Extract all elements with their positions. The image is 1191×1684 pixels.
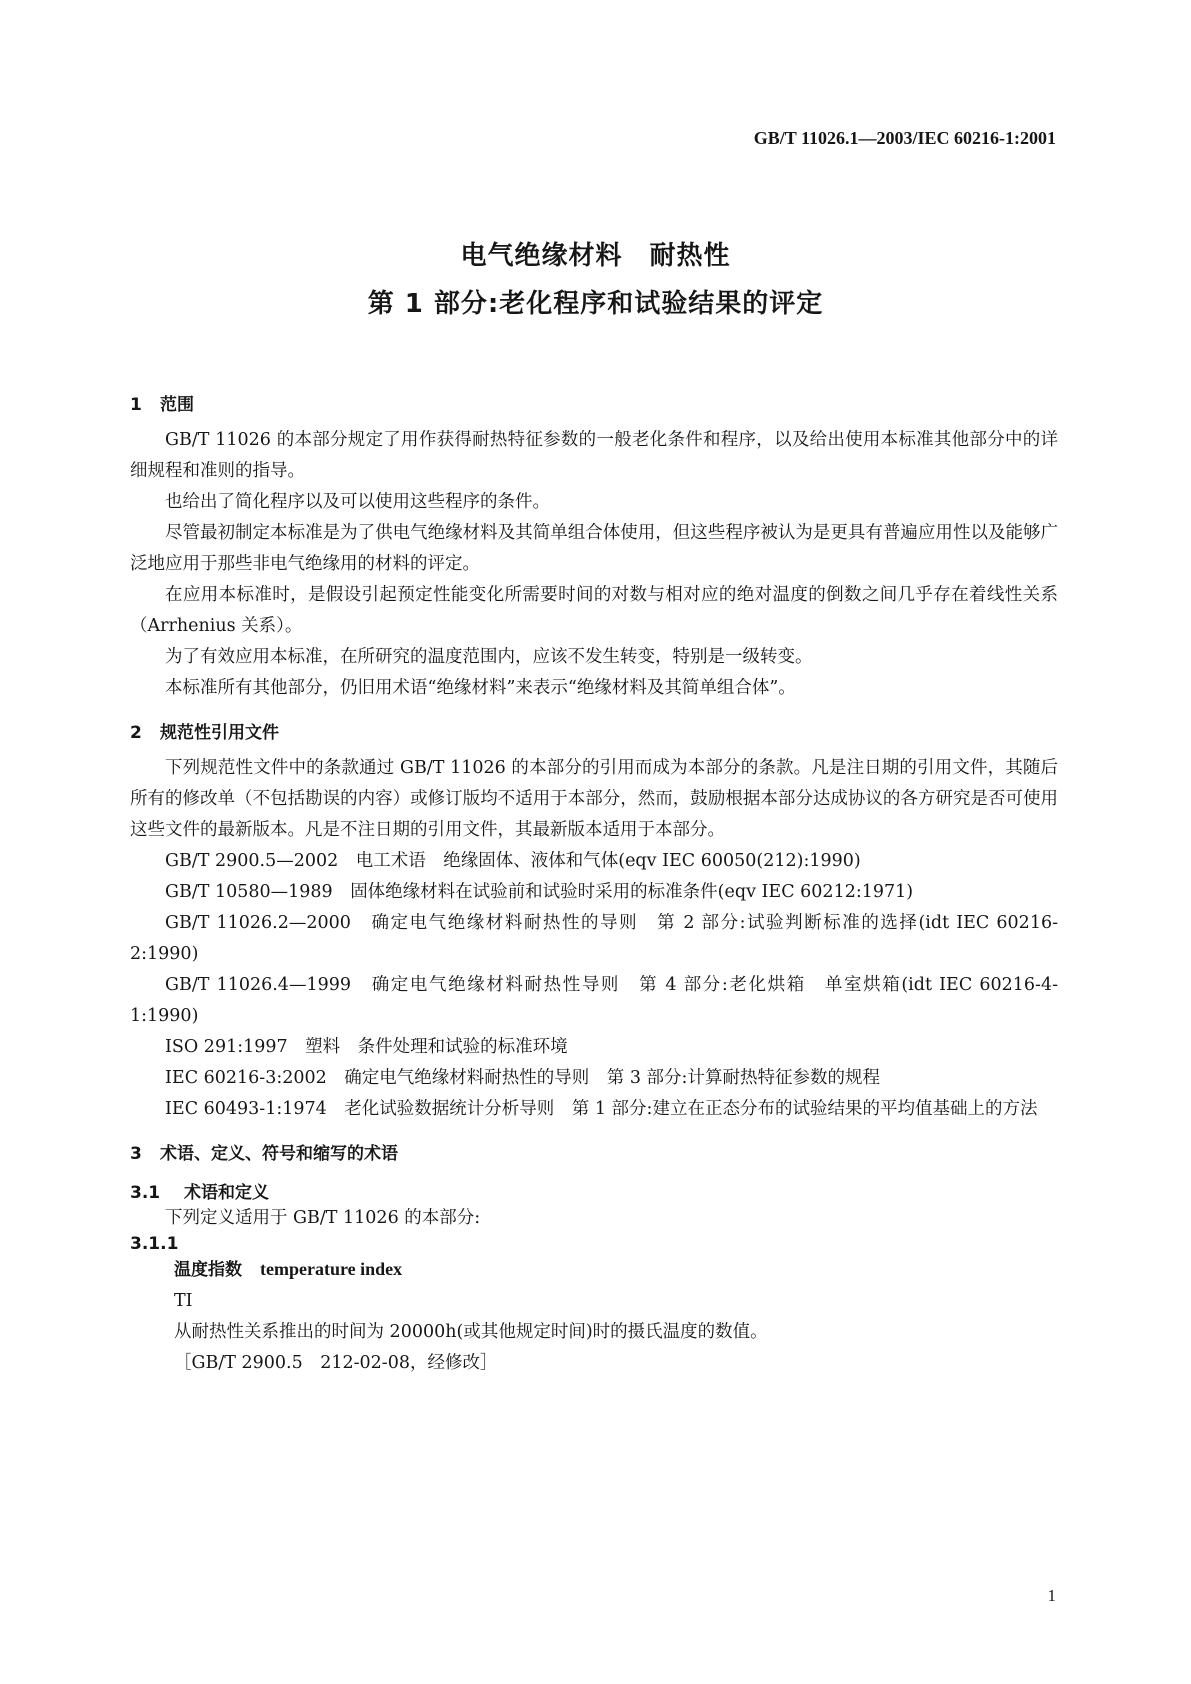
reference-code: ISO 291:1997 — [165, 1037, 288, 1057]
reference-text: 老化试验数据统计分析导则 第 1 部分:建立在正态分布的试验结果的平均值基础上的方法 — [344, 1099, 1038, 1119]
section-2-heading — [130, 718, 1058, 743]
section-title: 术语、定义、符号和缩写的术语 — [160, 1144, 398, 1164]
term-name-zh: 温度指数 — [174, 1260, 242, 1280]
scope-paragraph-5: 为了有效应用本标准，在所研究的温度范围内，应该不发生转变，特别是一级转变。 — [165, 647, 813, 667]
definitions-intro: 下列定义适用于 GB/T 11026 的本部分: — [165, 1208, 481, 1228]
reference-item — [130, 908, 1058, 970]
subsection-3-1-heading — [130, 1178, 1058, 1203]
reference-item — [130, 846, 1058, 877]
reference-code: GB/T 2900.5—2002 — [165, 851, 339, 871]
reference-text: 塑料 条件处理和试验的标准环境 — [305, 1037, 568, 1057]
term-definition: 从耐热性关系推出的时间为 20000h(或其他规定时间)时的摄氏温度的数值。 — [174, 1322, 768, 1342]
reference-item — [130, 970, 1058, 1032]
document-body — [130, 390, 1058, 1379]
reference-item — [130, 877, 1058, 908]
scope-paragraph-3: 尽管最初制定本标准是为了供电气绝缘材料及其简单组合体使用，但这些程序被认为是更具有普遍应用性以及能够广泛地应用于那些非电气绝缘用的材料的评定。 — [130, 523, 1058, 574]
reference-item — [130, 1063, 1058, 1094]
section-number: 1 — [130, 395, 142, 415]
reference-code: IEC 60216-3:2002 — [165, 1068, 327, 1088]
term-number: 3.1.1 — [130, 1234, 179, 1254]
scope-paragraph-4: 在应用本标准时，是假设引起预定性能变化所需要时间的对数与相对应的绝对温度的倒数之间几乎存在着线性关系（Arrhenius 关系）。 — [130, 585, 1058, 636]
term-abbreviation: TI — [174, 1291, 193, 1311]
section-3-heading — [130, 1139, 1058, 1164]
subsection-number: 3.1 — [130, 1183, 161, 1203]
reference-item — [130, 1032, 1058, 1063]
section-number: 3 — [130, 1144, 142, 1164]
scope-paragraph-2: 也给出了简化程序以及可以使用这些程序的条件。 — [165, 492, 550, 512]
term-heading — [130, 1254, 1058, 1286]
term-source: ［GB/T 2900.5 212-02-08，经修改］ — [174, 1353, 498, 1373]
section-title: 范围 — [160, 395, 194, 415]
reference-text: 确定电气绝缘材料耐热性导则 第 4 部分:老化烘箱 单室烘箱(idt IEC 60216-4-1:1990) — [130, 975, 1059, 1026]
reference-text: 确定电气绝缘材料耐热性的导则 第 3 部分:计算耐热特征参数的规程 — [344, 1068, 880, 1088]
document-title-line1: 电气绝缘材料 耐热性 — [460, 241, 731, 271]
document-title-line2: 第 1 部分:老化程序和试验结果的评定 — [367, 289, 824, 319]
reference-item — [130, 1094, 1058, 1125]
reference-code: GB/T 11026.4—1999 — [165, 975, 351, 995]
reference-code: GB/T 11026.2—2000 — [165, 913, 351, 933]
scope-paragraph-6: 本标准所有其他部分，仍旧用术语“绝缘材料”来表示“绝缘材料及其简单组合体”。 — [165, 678, 796, 698]
section-number: 2 — [130, 723, 142, 743]
section-title: 规范性引用文件 — [160, 723, 279, 743]
reference-code: GB/T 10580—1989 — [165, 882, 333, 902]
reference-text: 确定电气绝缘材料耐热性的导则 第 2 部分:试验判断标准的选择(idt IEC 60216-2:1990) — [130, 913, 1059, 964]
scope-paragraph-1: GB/T 11026 的本部分规定了用作获得耐热特征参数的一般老化条件和程序，以及给出使用本标准其他部分中的详细规程和准则的指导。 — [130, 430, 1058, 481]
section-1-heading — [130, 390, 1058, 415]
subsection-title: 术语和定义 — [184, 1183, 269, 1203]
term-name-en: temperature index — [260, 1259, 403, 1279]
page-number: 1 — [1047, 1586, 1056, 1605]
reference-text: 固体绝缘材料在试验前和试验时采用的标准条件(eqv IEC 60212:1971) — [350, 882, 914, 902]
reference-text: 电工术语 绝缘固体、液体和气体(eqv IEC 60050(212):1990) — [355, 851, 861, 871]
reference-code: IEC 60493-1:1974 — [165, 1099, 327, 1119]
normative-references-intro: 下列规范性文件中的条款通过 GB/T 11026 的本部分的引用而成为本部分的条款。凡是注日期的引用文件，其随后所有的修改单（不包括勘误的内容）或修订版均不适用于本部分，然而，鼓励根据本部分达成协议的各方研究是否可使用这些文件的最新版本。凡是不注日期的引用文件，其最新版本适用于本部分。 — [130, 758, 1058, 840]
standard-code: GB/T 11026.1—2003/IEC 60216-1:2001 — [753, 128, 1056, 148]
